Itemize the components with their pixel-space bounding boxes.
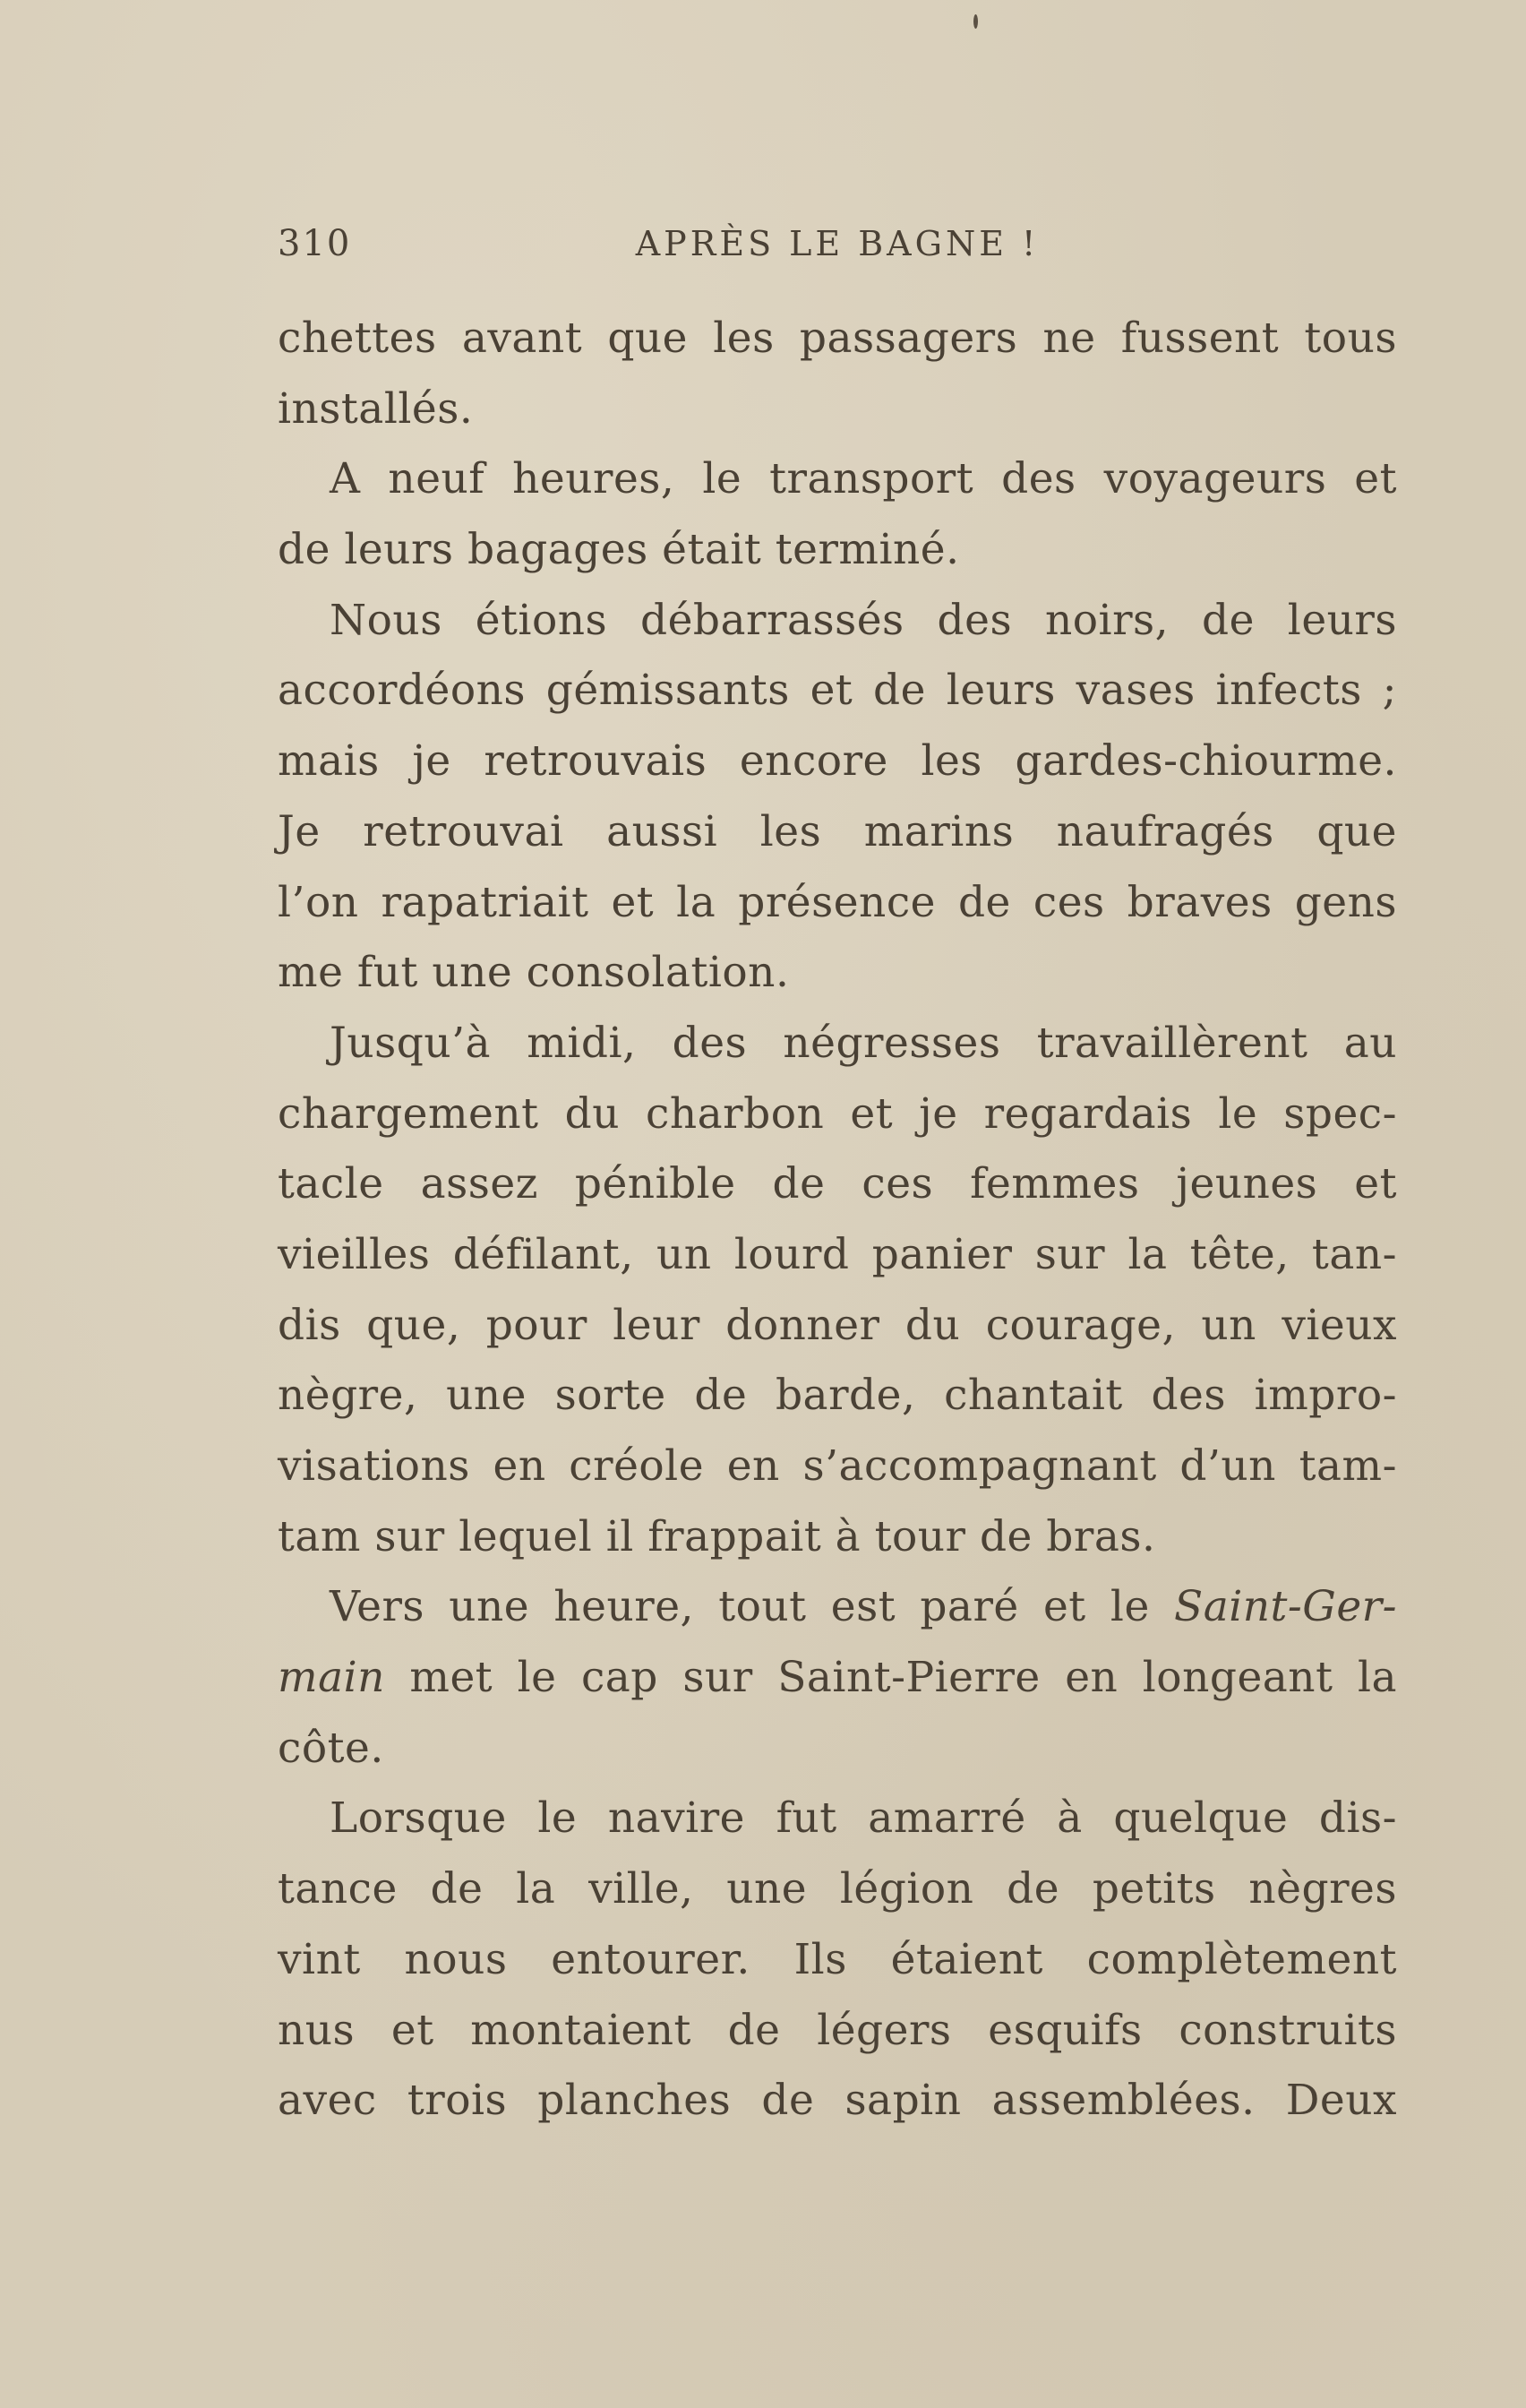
paragraph-start-line: Lorsque le navire fut amarré à quelque dis-	[330, 1793, 1397, 1844]
ship-name-italic: Saint-Ger-	[1174, 1582, 1397, 1632]
text-line: de leurs bagages était terminé.	[278, 525, 960, 575]
text-line: tam sur lequel il frappait à tour de bras.	[278, 1511, 1156, 1561]
text-run: Vers une heure, tout est paré et le	[330, 1582, 1174, 1632]
text-line: avec trois planches de sapin assemblées. Deux	[278, 2076, 1397, 2126]
text-line: mais je retrouvais encore les gardes-chiourme.	[278, 736, 1397, 787]
text-run: met le cap sur Saint-Pierre en longeant la	[384, 1653, 1397, 1703]
text-line: nègre, une sorte de barde, chantait des impro-	[278, 1371, 1397, 1421]
body-text	[278, 304, 1397, 2137]
text-line: vieilles défilant, un lourd panier sur la tête, tan-	[278, 1229, 1397, 1279]
ink-speck	[973, 14, 978, 29]
text-line: visations en créole en s’accompagnant d’un tam-	[278, 1441, 1397, 1491]
text-line: dis que, pour leur donner du courage, un vieux	[278, 1300, 1397, 1350]
text-line: vint nous entourer. Ils étaient complètement	[278, 1934, 1397, 1984]
text-line: l’on rapatriait et la présence de ces braves gens	[278, 877, 1397, 927]
text-line	[278, 1643, 1397, 1714]
paragraph-start-line: Nous étions débarrassés des noirs, de leurs	[330, 595, 1397, 645]
paragraph-start-line	[278, 1572, 1397, 1643]
text-line: installés.	[278, 383, 474, 434]
text-line: accordéons gémissants et de leurs vases infects ;	[278, 666, 1397, 716]
text-line: chargement du charbon et je regardais le spec-	[278, 1088, 1397, 1139]
ship-name-italic: main	[278, 1653, 385, 1703]
page-number: 310	[278, 223, 352, 264]
text-line: nus et montaient de légers esquifs construits	[278, 2005, 1397, 2055]
text-line: tacle assez pénible de ces femmes jeunes et	[278, 1159, 1397, 1209]
paragraph-start-line: A neuf heures, le transport des voyageurs et	[330, 454, 1397, 504]
text-line: me fut une consolation.	[278, 948, 790, 998]
page-header	[278, 219, 1397, 269]
text-line: côte.	[278, 1723, 384, 1773]
text-line: chettes avant que les passagers ne fussent tous	[278, 314, 1397, 363]
running-title: APRÈS LE BAGNE !	[635, 224, 1040, 263]
text-line: tance de la ville, une légion de petits nègres	[278, 1864, 1397, 1914]
text-line: Je retrouvai aussi les marins naufragés que	[278, 806, 1397, 856]
paragraph-start-line: Jusqu’à midi, des négresses travaillèrent au	[330, 1018, 1397, 1068]
